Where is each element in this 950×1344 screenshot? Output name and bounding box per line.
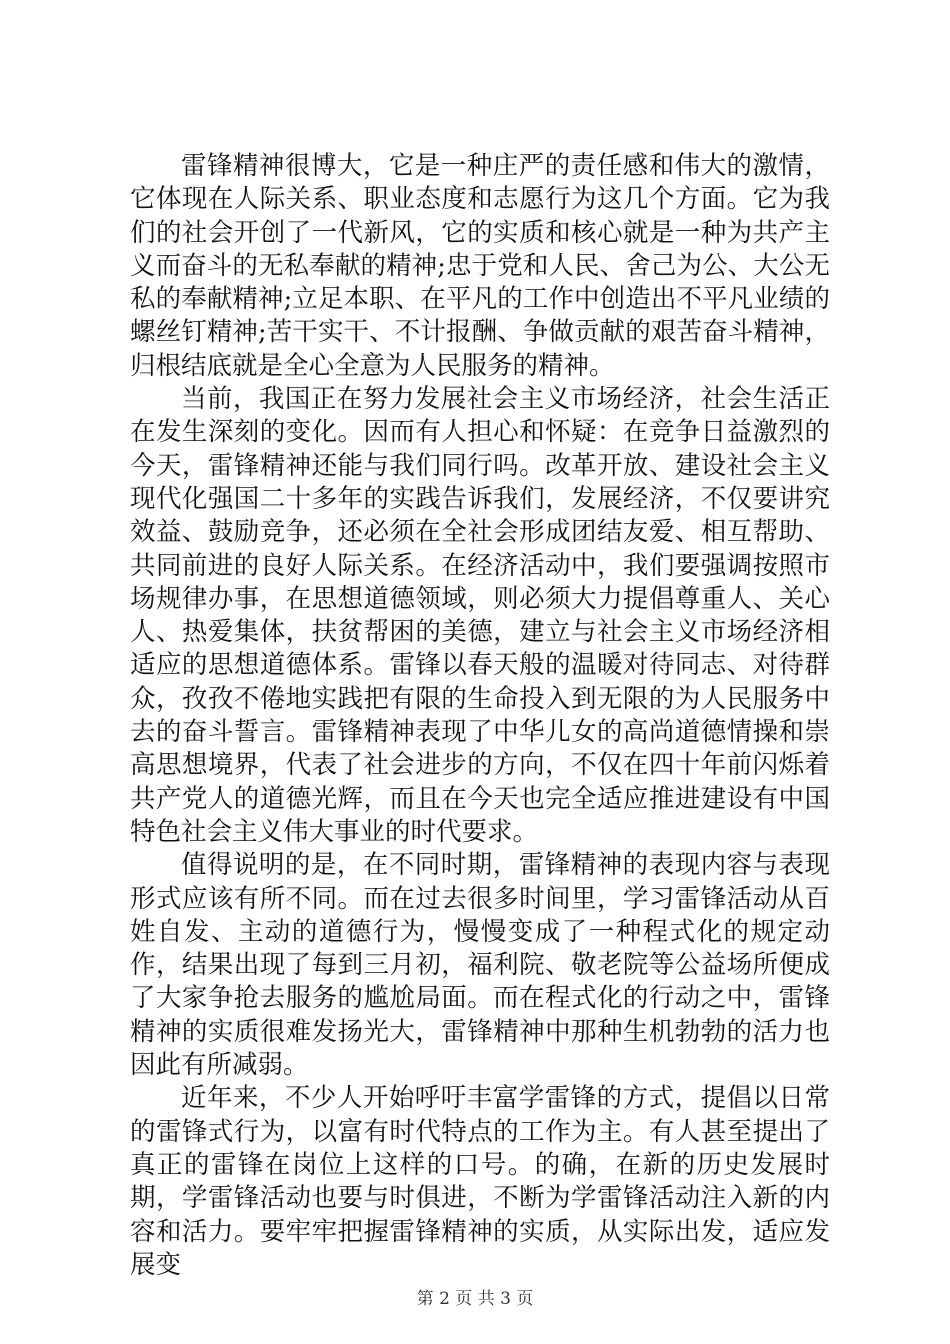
paragraph-1: 雷锋精神很博大，它是一种庄严的责任感和伟大的激情，它体现在人际关系、职业态度和志愿行为这几个方面。它为我们的社会开创了一代新风，它的实质和核心就是一种为共产主义而奋斗的无私奉献的精神;忠于党和人民、舍己为公、大公无私的奉献精神;立足本职、在平凡的工作中创造出不平凡业绩的螺丝钉精神;苦干实干、不计报酬、争做贡献的艰苦奋斗精神，归根结底就是全心全意为人民服务的精神。 — [130, 151, 830, 381]
paragraph-4: 近年来，不少人开始呼吁丰富学雷锋的方式，提倡以日常的雷锋式行为，以富有时代特点的工作为主。有人甚至提出了真正的雷锋在岗位上这样的口号。的确，在新的历史发展时期，学雷锋活动也要与时俱进，不断为学雷锋活动注入新的内容和活力。要牢牢把握雷锋精神的实质，从实际出发，适应发展变 — [130, 1083, 830, 1280]
page-footer — [0, 1284, 950, 1309]
paragraph-2: 当前，我国正在努力发展社会主义市场经济，社会生活正在发生深刻的变化。因而有人担心和怀疑：在竞争日益激烈的今天，雷锋精神还能与我们同行吗。改革开放、建设社会主义现代化强国二十多年的实践告诉我们，发展经济，不仅要讲究效益、鼓励竞争，还必须在全社会形成团结友爱、相互帮助、共同前进的良好人际关系。在经济活动中，我们要强调按照市场规律办事，在思想道德领域，则必须大力提倡尊重人、关心人、热爱集体，扶贫帮困的美德，建立与社会主义市场经济相适应的思想道德体系。雷锋以春天般的温暖对待同志、对待群众，孜孜不倦地实践把有限的生命投入到无限的为人民服务中去的奋斗誓言。雷锋精神表现了中华儿女的高尚道德情操和崇高思想境界，代表了社会进步的方向，不仅在四十年前闪烁着共产党人的道德光辉，而且在今天也完全适应推进建设有中国特色社会主义伟大事业的时代要求。 — [130, 384, 830, 847]
document-body — [130, 150, 830, 1282]
paragraph-3: 值得说明的是，在不同时期，雷锋精神的表现内容与表现形式应该有所不同。而在过去很多时间里，学习雷锋活动从百姓自发、主动的道德行为，慢慢变成了一种程式化的规定动作，结果出现了每到三月初，福利院、敬老院等公益场所便成了大家争抢去服务的尴尬局面。而在程式化的行动之中，雷锋精神的实质很难发扬光大，雷锋精神中那种生机勃勃的活力也因此有所减弱。 — [130, 850, 830, 1081]
page-number: 第 2 页 共 3 页 — [416, 1289, 534, 1309]
